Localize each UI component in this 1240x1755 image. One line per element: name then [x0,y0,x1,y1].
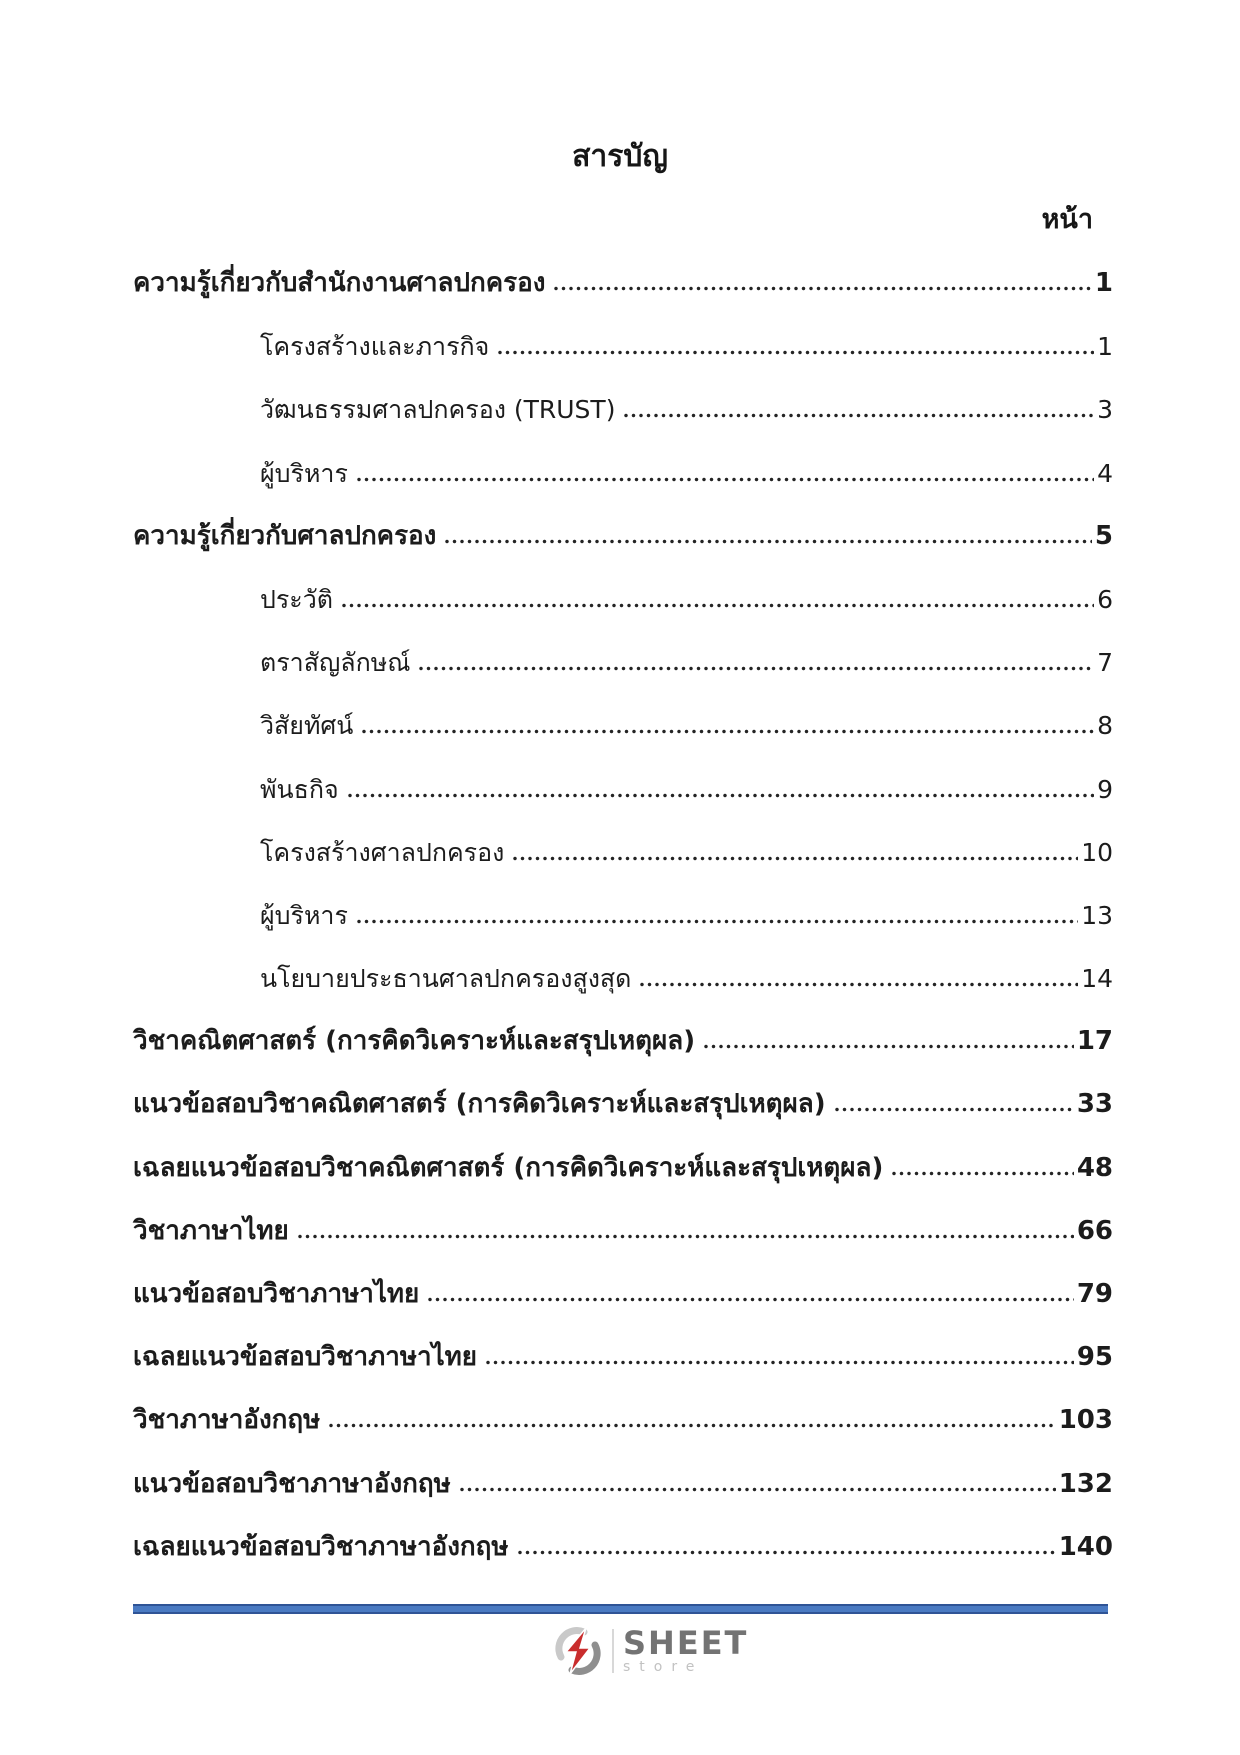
toc-entry [133,378,1113,441]
dot-leader [341,603,1094,608]
toc-entry-label: ความรู้เกี่ยวกับสำนักงานศาลปกครอง [133,268,546,298]
dot-leader [347,793,1094,798]
logo-text [623,1623,749,1675]
toc-entry [133,1073,1113,1136]
dot-leader [891,1171,1073,1176]
toc-list [133,252,1113,1579]
toc-entry-page: 1 [1094,268,1113,298]
toc-entry [133,631,1113,694]
toc-entry-page: 3 [1097,395,1113,425]
dot-leader [485,1360,1074,1365]
toc-entry-page: 4 [1097,458,1113,488]
sheet-store-s-icon [553,1625,603,1677]
toc-entry-page: 17 [1076,1026,1113,1057]
page-title: สารบัญ [572,139,668,174]
toc-entry-label: วิชาคณิตศาสตร์ (การคิดวิเคราะห์และสรุปเหตุผล) [133,1026,696,1057]
toc-entry [133,947,1113,1010]
toc-entry [133,505,1113,568]
dot-leader [553,286,1091,291]
toc-entry [133,694,1113,757]
toc-entry-label: วิสัยทัศน์ [260,711,354,741]
dot-leader [356,477,1094,482]
toc-entry-label: เฉลยแนวข้อสอบวิชาภาษาอังกฤษ [133,1531,509,1562]
page-column-header: หน้า [1041,204,1093,235]
toc-entry-label: แนวข้อสอบวิชาคณิตศาสตร์ (การคิดวิเคราะห์และสรุปเหตุผล) [133,1089,826,1120]
toc-entry-page: 66 [1076,1215,1113,1246]
toc-entry [133,758,1113,821]
toc-entry-page: 9 [1097,774,1113,804]
toc-entry-page: 10 [1081,837,1113,867]
dot-leader [834,1107,1074,1112]
toc-entry [133,1389,1113,1452]
toc-entry-label: วิชาภาษาไทย [133,1215,289,1246]
toc-entry [133,821,1113,884]
toc-entry [133,1010,1113,1073]
toc-entry-page: 6 [1097,584,1113,614]
toc-entry-label: นโยบายประธานศาลปกครองสูงสุด [260,964,632,994]
dot-leader [297,1234,1074,1239]
logo-separator [612,1629,614,1673]
toc-entry-label: ผู้บริหาร [260,458,348,488]
toc-entry-label: ประวัติ [260,584,333,614]
sheet-store-logo [553,1624,748,1678]
toc-entry-page: 79 [1076,1279,1113,1309]
toc-entry-page: 33 [1076,1089,1113,1120]
dot-leader [444,539,1092,544]
toc-entry-page: 13 [1081,900,1113,930]
toc-entry-page: 14 [1081,964,1113,994]
toc-entry [133,1326,1113,1389]
toc-entry-label: วัฒนธรรมศาลปกครอง (TRUST) [260,395,616,425]
brand-name: SHEET [623,1623,749,1662]
toc-entry-page: 5 [1094,520,1113,551]
toc-entry-label: เฉลยแนวข้อสอบวิชาคณิตศาสตร์ (การคิดวิเคราะห์และสรุปเหตุผล) [133,1152,884,1183]
toc-entry-page: 132 [1058,1468,1113,1499]
toc-entry [133,1137,1113,1200]
toc-entry [133,568,1113,631]
toc-entry-label: แนวข้อสอบวิชาภาษาไทย [133,1279,420,1309]
toc-entry-label: ความรู้เกี่ยวกับศาลปกครอง [133,520,437,551]
dot-leader [703,1044,1074,1049]
toc-entry-page: 1 [1097,332,1113,362]
dot-leader [512,856,1078,861]
dot-leader [356,919,1078,924]
dot-leader [427,1297,1074,1302]
brand-subtitle: store [623,1658,704,1675]
toc-entry [133,1516,1113,1579]
footer-divider [133,1604,1108,1614]
toc-entry-label: แนวข้อสอบวิชาภาษาอังกฤษ [133,1468,451,1499]
toc-entry-page: 7 [1097,648,1113,678]
toc-entry [133,884,1113,947]
toc-entry-label: ตราสัญลักษณ์ [260,648,411,678]
dot-leader [328,1423,1055,1428]
toc-entry-page: 103 [1058,1405,1113,1436]
toc-entry-page: 48 [1076,1152,1113,1183]
toc-entry [133,442,1113,505]
dot-leader [418,666,1094,671]
toc-entry-label: โครงสร้างและภารกิจ [260,332,490,362]
dot-leader [639,982,1078,987]
toc-entry [133,1200,1113,1263]
dot-leader [497,350,1094,355]
toc-entry-label: ผู้บริหาร [260,900,348,930]
toc-entry-label: วิชาภาษาอังกฤษ [133,1405,321,1436]
toc-entry-page: 8 [1097,711,1113,741]
toc-entry-page: 95 [1076,1342,1113,1373]
toc-entry-page: 140 [1058,1531,1113,1562]
toc-entry-label: พันธกิจ [260,774,339,804]
toc-entry-label: เฉลยแนวข้อสอบวิชาภาษาไทย [133,1342,478,1373]
toc-entry [133,1263,1113,1326]
dot-leader [623,413,1094,418]
dot-leader [361,729,1094,734]
dot-leader [517,1550,1056,1555]
toc-entry [133,252,1113,315]
toc-entry-label: โครงสร้างศาลปกครอง [260,837,505,867]
toc-entry [133,315,1113,378]
toc-entry [133,1453,1113,1516]
dot-leader [459,1487,1056,1492]
